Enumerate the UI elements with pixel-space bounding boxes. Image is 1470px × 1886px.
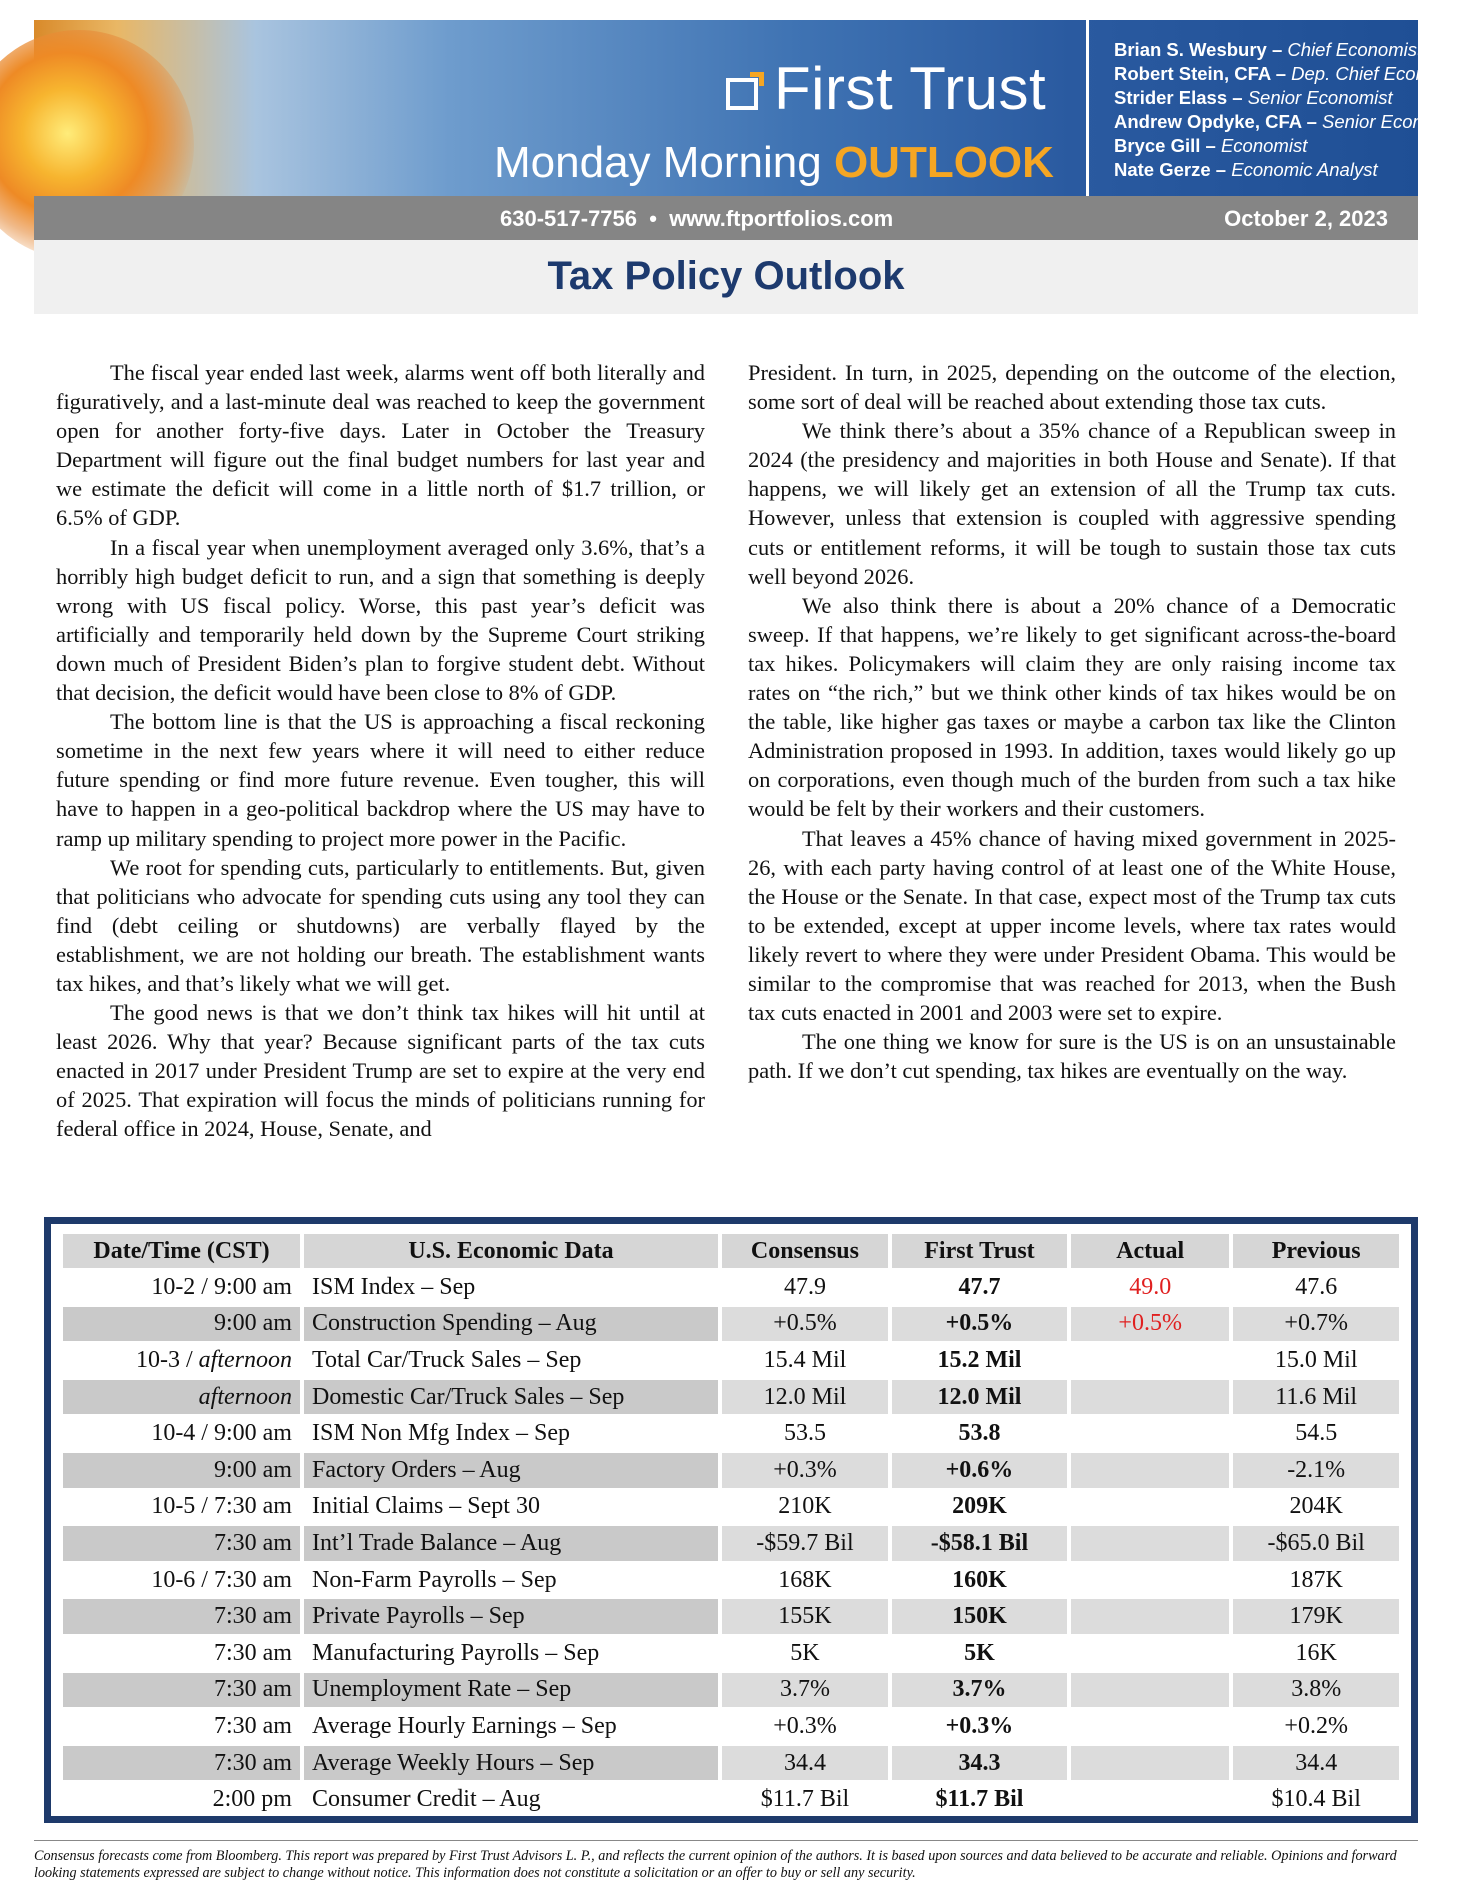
cell-consensus: 34.4 (722, 1746, 888, 1781)
cell-previous: 16K (1295, 1639, 1337, 1666)
author-entry (1114, 86, 1414, 110)
release-time: 7:30 am (213, 1676, 292, 1703)
author-role: Chief Economist (1287, 39, 1423, 60)
author-separator: – (1210, 159, 1232, 180)
author-name: Strider Elass (1114, 87, 1228, 108)
header-economic-data: U.S. Economic Data (304, 1234, 718, 1268)
cell-actual (1071, 1709, 1229, 1744)
table-body (63, 1270, 1399, 1817)
header-first-trust: First Trust (892, 1234, 1067, 1268)
cell-previous: 47.6 (1295, 1273, 1338, 1300)
table-row (63, 1343, 1399, 1378)
cell-previous: 204K (1289, 1493, 1343, 1520)
title-band (34, 240, 1418, 314)
economic-data-table (59, 1232, 1403, 1819)
release-date: 10-2 / (151, 1273, 214, 1300)
cell-previous: 34.4 (1233, 1746, 1399, 1781)
article-paragraph: We root for spending cuts, particularly to entitlements. But, given that politicians who advocate for spending cuts using any tool they can find (debt ceiling or shutdowns) are verbally flayed by the establishment, we are not holding our breath. The establishment wants tax hikes, and that’s likely what we will get. (56, 854, 705, 996)
table-row (63, 1563, 1399, 1598)
author-entry (1114, 158, 1414, 182)
cell-first-trust: 12.0 Mil (892, 1380, 1067, 1415)
cell-date-time (63, 1636, 300, 1671)
article-paragraph: In a fiscal year when unemployment averaged only 3.6%, that’s a horribly high budget deficit to run, and a sign that something is deeply wrong with US fiscal policy. Worse, this past year’s deficit was artificially and temporarily held down by the Supreme Court striking down much of President Biden’s plan to forgive student debt. Without that decision, the deficit would have been close to 8% of GDP. (56, 534, 705, 706)
cell-first-trust: 209K (952, 1493, 1007, 1520)
author-entry (1114, 110, 1467, 134)
cell-first-trust: 47.7 (958, 1273, 1001, 1300)
article-paragraph: We also think there is about a 20% chance of a Democratic sweep. If that happens, we’re likely to get significant across-the-board tax hikes. Policymakers will claim they are only raising income tax rates on “the rich,” but we think other kinds of tax hikes would be on the table, like higher gas taxes or maybe a carbon tax like the Clinton Administration proposed in 1993. In addition, taxes would likely go up on corporations, even though much of the burden from such a tax hike would be felt by their workers and their customers. (748, 592, 1396, 822)
cell-date-time (63, 1746, 300, 1781)
article-paragraph: The bottom line is that the US is approaching a fiscal reckoning sometime in the next few years where it will need to either reduce future spending or find more future revenue. Even tougher, this will have to happen in a geo-political backdrop where the US may have to ramp up military spending to project more power in the Pacific. (56, 709, 705, 851)
table-row (63, 1709, 1399, 1744)
publication-title (494, 138, 1054, 188)
cell-actual (1071, 1416, 1229, 1451)
cell-date-time (63, 1343, 300, 1378)
cell-date-time (63, 1453, 300, 1488)
cell-previous: 187K (1289, 1566, 1343, 1593)
cell-consensus: 15.4 Mil (763, 1346, 847, 1373)
contact-bar (34, 196, 1418, 240)
release-time: 7:30 am (213, 1529, 292, 1556)
cell-date-time (63, 1490, 300, 1525)
release-time: 7:30 am (213, 1566, 292, 1593)
article-column-right (748, 358, 1396, 1085)
cell-first-trust: 3.7% (892, 1673, 1067, 1708)
cell-date-time (63, 1380, 300, 1415)
author-role: Economist (1220, 135, 1308, 156)
author-name: Nate Gerze (1114, 159, 1211, 180)
article-paragraph: The one thing we know for sure is the US is on an unsustainable path. If we don’t cut spending, tax hikes are eventually on the way. (748, 1029, 1396, 1084)
disclaimer-text: Consensus forecasts come from Bloomberg. This report was prepared by First Trust Advisors L. P., and reflects the current opinion of the authors. It is based upon sources and data believed to be accurate and reliable. Opinions and forward looking statements expressed are subject to change without notice. This information does not constitute a solicitation or an offer to buy or sell any security. (34, 1848, 1397, 1881)
author-name: Robert Stein, CFA (1114, 63, 1271, 84)
cell-consensus: $11.7 Bil (760, 1786, 850, 1813)
bullet-separator: • (649, 206, 657, 231)
table-row (63, 1490, 1399, 1525)
cell-actual (1071, 1746, 1229, 1781)
cell-actual: +0.5% (1071, 1307, 1229, 1342)
banner-divider (1086, 20, 1089, 196)
cell-date-time (63, 1526, 300, 1561)
table-row (63, 1782, 1399, 1817)
release-time: 9:00 am (213, 1273, 292, 1300)
cell-consensus: 210K (778, 1493, 832, 1520)
author-separator: – (1270, 63, 1292, 84)
cell-date-time (63, 1307, 300, 1342)
cell-indicator-name: Unemployment Rate – Sep (304, 1673, 718, 1708)
cell-date-time (63, 1599, 300, 1634)
cell-actual (1071, 1526, 1229, 1561)
cell-previous: -2.1% (1233, 1453, 1399, 1488)
cell-date-time (63, 1673, 300, 1708)
release-time: 7:30 am (213, 1493, 292, 1520)
article-paragraph: The good news is that we don’t think tax hikes will hit until at least 2026. Why that year? Because significant parts of the tax cuts enacted in 2017 under President Trump are set to expire at the very end of 2025. That expiration will focus the minds of politicians running for federal office in 2024, House, Senate, and (56, 1000, 705, 1142)
contact-info (500, 206, 893, 232)
author-separator: – (1200, 135, 1221, 156)
cell-consensus: 12.0 Mil (722, 1380, 888, 1415)
cell-indicator-name: Private Payrolls – Sep (304, 1599, 718, 1634)
author-name: Andrew Opdyke, CFA (1114, 111, 1302, 132)
publication-accent: OUTLOOK (833, 138, 1054, 187)
cell-date-time (63, 1563, 300, 1598)
author-entry (1114, 38, 1423, 62)
cell-indicator-name: ISM Non Mfg Index – Sep (311, 1420, 570, 1447)
release-time: 9:00 am (213, 1456, 292, 1483)
cell-consensus: 53.5 (783, 1420, 826, 1447)
cell-first-trust: +0.3% (945, 1712, 1014, 1739)
author-separator: – (1266, 39, 1288, 60)
release-time: 7:30 am (213, 1603, 292, 1630)
cell-actual (1071, 1490, 1229, 1525)
table-row (63, 1270, 1399, 1305)
cell-indicator-name: Non-Farm Payrolls – Sep (311, 1566, 557, 1593)
cell-consensus: 3.7% (722, 1673, 888, 1708)
header-date-time: Date/Time (CST) (63, 1234, 300, 1268)
author-role: Senior Economist (1247, 87, 1393, 108)
cell-first-trust: +0.5% (892, 1307, 1067, 1342)
table-row (63, 1526, 1399, 1561)
cell-indicator-name: Construction Spending – Aug (304, 1307, 718, 1342)
cell-consensus: +0.3% (773, 1712, 837, 1739)
table-row (63, 1380, 1399, 1415)
author-role: Senior Economist (1322, 111, 1467, 132)
cell-consensus: 47.9 (783, 1273, 826, 1300)
release-time: 9:00 am (213, 1310, 292, 1337)
release-time: 9:00 am (213, 1420, 292, 1447)
header-consensus: Consensus (722, 1234, 888, 1268)
table-row (63, 1416, 1399, 1451)
release-time: afternoon (198, 1346, 292, 1373)
header-actual: Actual (1071, 1234, 1229, 1268)
cell-date-time (63, 1709, 300, 1744)
economic-calendar (44, 1217, 1418, 1823)
cell-consensus: -$59.7 Bil (722, 1526, 888, 1561)
cell-consensus: +0.5% (722, 1307, 888, 1342)
cell-indicator-name: Average Hourly Earnings – Sep (311, 1712, 617, 1739)
table-row (63, 1746, 1399, 1781)
release-time: 2:00 pm (212, 1786, 292, 1813)
cell-previous: 54.5 (1295, 1420, 1338, 1447)
cell-first-trust: +0.6% (892, 1453, 1067, 1488)
cell-first-trust: 34.3 (892, 1746, 1067, 1781)
article-column-left (56, 358, 705, 1144)
cell-indicator-name: Factory Orders – Aug (304, 1453, 718, 1488)
cell-first-trust: 5K (964, 1639, 995, 1666)
cell-previous: -$65.0 Bil (1233, 1526, 1399, 1561)
cell-actual (1071, 1782, 1229, 1817)
phone-number: 630-517-7756 (500, 206, 638, 231)
brand-name: First Trust (774, 55, 1047, 122)
release-time: 7:30 am (213, 1749, 292, 1776)
cell-previous: +0.2% (1284, 1712, 1348, 1739)
header-previous: Previous (1233, 1234, 1399, 1268)
cell-indicator-name: Int’l Trade Balance – Aug (304, 1526, 718, 1561)
publication-prefix: Monday Morning (494, 138, 834, 187)
first-trust-logo-icon (726, 72, 764, 110)
cell-date-time (63, 1416, 300, 1451)
header-banner (34, 20, 1470, 196)
cell-previous: 179K (1233, 1599, 1399, 1634)
author-list (1114, 38, 1470, 182)
cell-previous: 3.8% (1233, 1673, 1399, 1708)
cell-indicator-name: ISM Index – Sep (311, 1273, 476, 1300)
cell-first-trust: -$58.1 Bil (892, 1526, 1067, 1561)
cell-first-trust: 53.8 (958, 1420, 1001, 1447)
report-date: October 2, 2023 (1224, 206, 1388, 231)
cell-consensus: 155K (722, 1599, 888, 1634)
cell-indicator-name: Total Car/Truck Sales – Sep (311, 1346, 582, 1373)
cell-actual (1071, 1563, 1229, 1598)
table-row (63, 1599, 1399, 1634)
table-header-row (63, 1234, 1399, 1268)
cell-indicator-name: Initial Claims – Sept 30 (311, 1493, 540, 1520)
author-entry (1114, 62, 1470, 86)
cell-previous: +0.7% (1233, 1307, 1399, 1342)
cell-indicator-name: Domestic Car/Truck Sales – Sep (304, 1380, 718, 1415)
cell-consensus: 168K (778, 1566, 832, 1593)
release-date: 10-4 / (151, 1420, 214, 1447)
cell-first-trust: $11.7 Bil (935, 1786, 1024, 1813)
release-date: 10-3 / (135, 1346, 199, 1373)
table-row (63, 1636, 1399, 1671)
cell-consensus: 5K (790, 1639, 820, 1666)
article-paragraph: We think there’s about a 35% chance of a Republican sweep in 2024 (the presidency and majorities in both House and Senate). If that happens, we will likely get an extension of all the Trump tax cuts. However, unless that extension is coupled with aggressive spending cuts or entitlement reforms, it will be tough to sustain those tax cuts well beyond 2026. (748, 418, 1396, 589)
author-role: Economic Analyst (1231, 159, 1378, 180)
cell-previous: $10.4 Bil (1271, 1786, 1361, 1813)
release-time: 7:30 am (213, 1712, 292, 1739)
release-time: 7:30 am (213, 1639, 292, 1666)
cell-indicator-name: Manufacturing Payrolls – Sep (311, 1639, 600, 1666)
cell-actual (1071, 1673, 1229, 1708)
website-link[interactable]: www.ftportfolios.com (669, 206, 894, 231)
article-paragraph: That leaves a 45% chance of having mixed government in 2025-26, with each party having control of at least one of the White House, the House or the Senate. In that case, expect most of the Trump tax cuts to be extended, except at upper income levels, where tax rates would likely revert to where they were under President Obama. This would be similar to the compromise that was reached for 2013, when the Bush tax cuts enacted in 2001 and 2003 were set to expire. (748, 825, 1396, 1026)
cell-actual (1071, 1343, 1229, 1378)
author-role: Dep. Chief Economist (1291, 63, 1470, 84)
release-date: 10-5 / (151, 1493, 214, 1520)
author-entry (1114, 134, 1414, 158)
release-time: afternoon (198, 1383, 292, 1410)
cell-date-time (63, 1270, 300, 1305)
cell-indicator-name: Consumer Credit – Aug (311, 1786, 541, 1813)
author-name: Bryce Gill (1114, 135, 1201, 156)
cell-first-trust: 160K (952, 1566, 1007, 1593)
cell-indicator-name: Average Weekly Hours – Sep (304, 1746, 718, 1781)
cell-date-time (63, 1782, 300, 1817)
cell-previous: 15.0 Mil (1274, 1346, 1358, 1373)
cell-first-trust: 15.2 Mil (937, 1346, 1022, 1373)
cell-actual (1071, 1453, 1229, 1488)
author-name: Brian S. Wesbury (1114, 39, 1267, 60)
article-paragraph: President. In turn, in 2025, depending on the outcome of the election, some sort of deal will be reached about extending those tax cuts. (748, 360, 1396, 415)
cell-actual: 49.0 (1129, 1273, 1172, 1300)
cell-consensus: +0.3% (722, 1453, 888, 1488)
author-separator: – (1301, 111, 1323, 132)
cell-actual (1071, 1599, 1229, 1634)
cell-first-trust: 150K (892, 1599, 1067, 1634)
footer-divider (34, 1840, 1418, 1841)
author-separator: – (1227, 87, 1248, 108)
article-paragraph: The fiscal year ended last week, alarms went off both literally and figuratively, and a last-minute deal was reached to keep the government open for another forty-five days. Later in October the Treasury Department will figure out the final budget numbers for last year and we estimate the deficit will come in a little north of $1.7 trillion, or 6.5% of GDP. (56, 360, 705, 531)
cell-actual (1071, 1636, 1229, 1671)
cell-actual (1071, 1380, 1229, 1415)
table-row (63, 1673, 1399, 1708)
table-row (63, 1307, 1399, 1342)
cell-previous: 11.6 Mil (1233, 1380, 1399, 1415)
release-date: 10-6 / (151, 1566, 214, 1593)
page-title: Tax Policy Outlook (547, 254, 905, 298)
table-row (63, 1453, 1399, 1488)
